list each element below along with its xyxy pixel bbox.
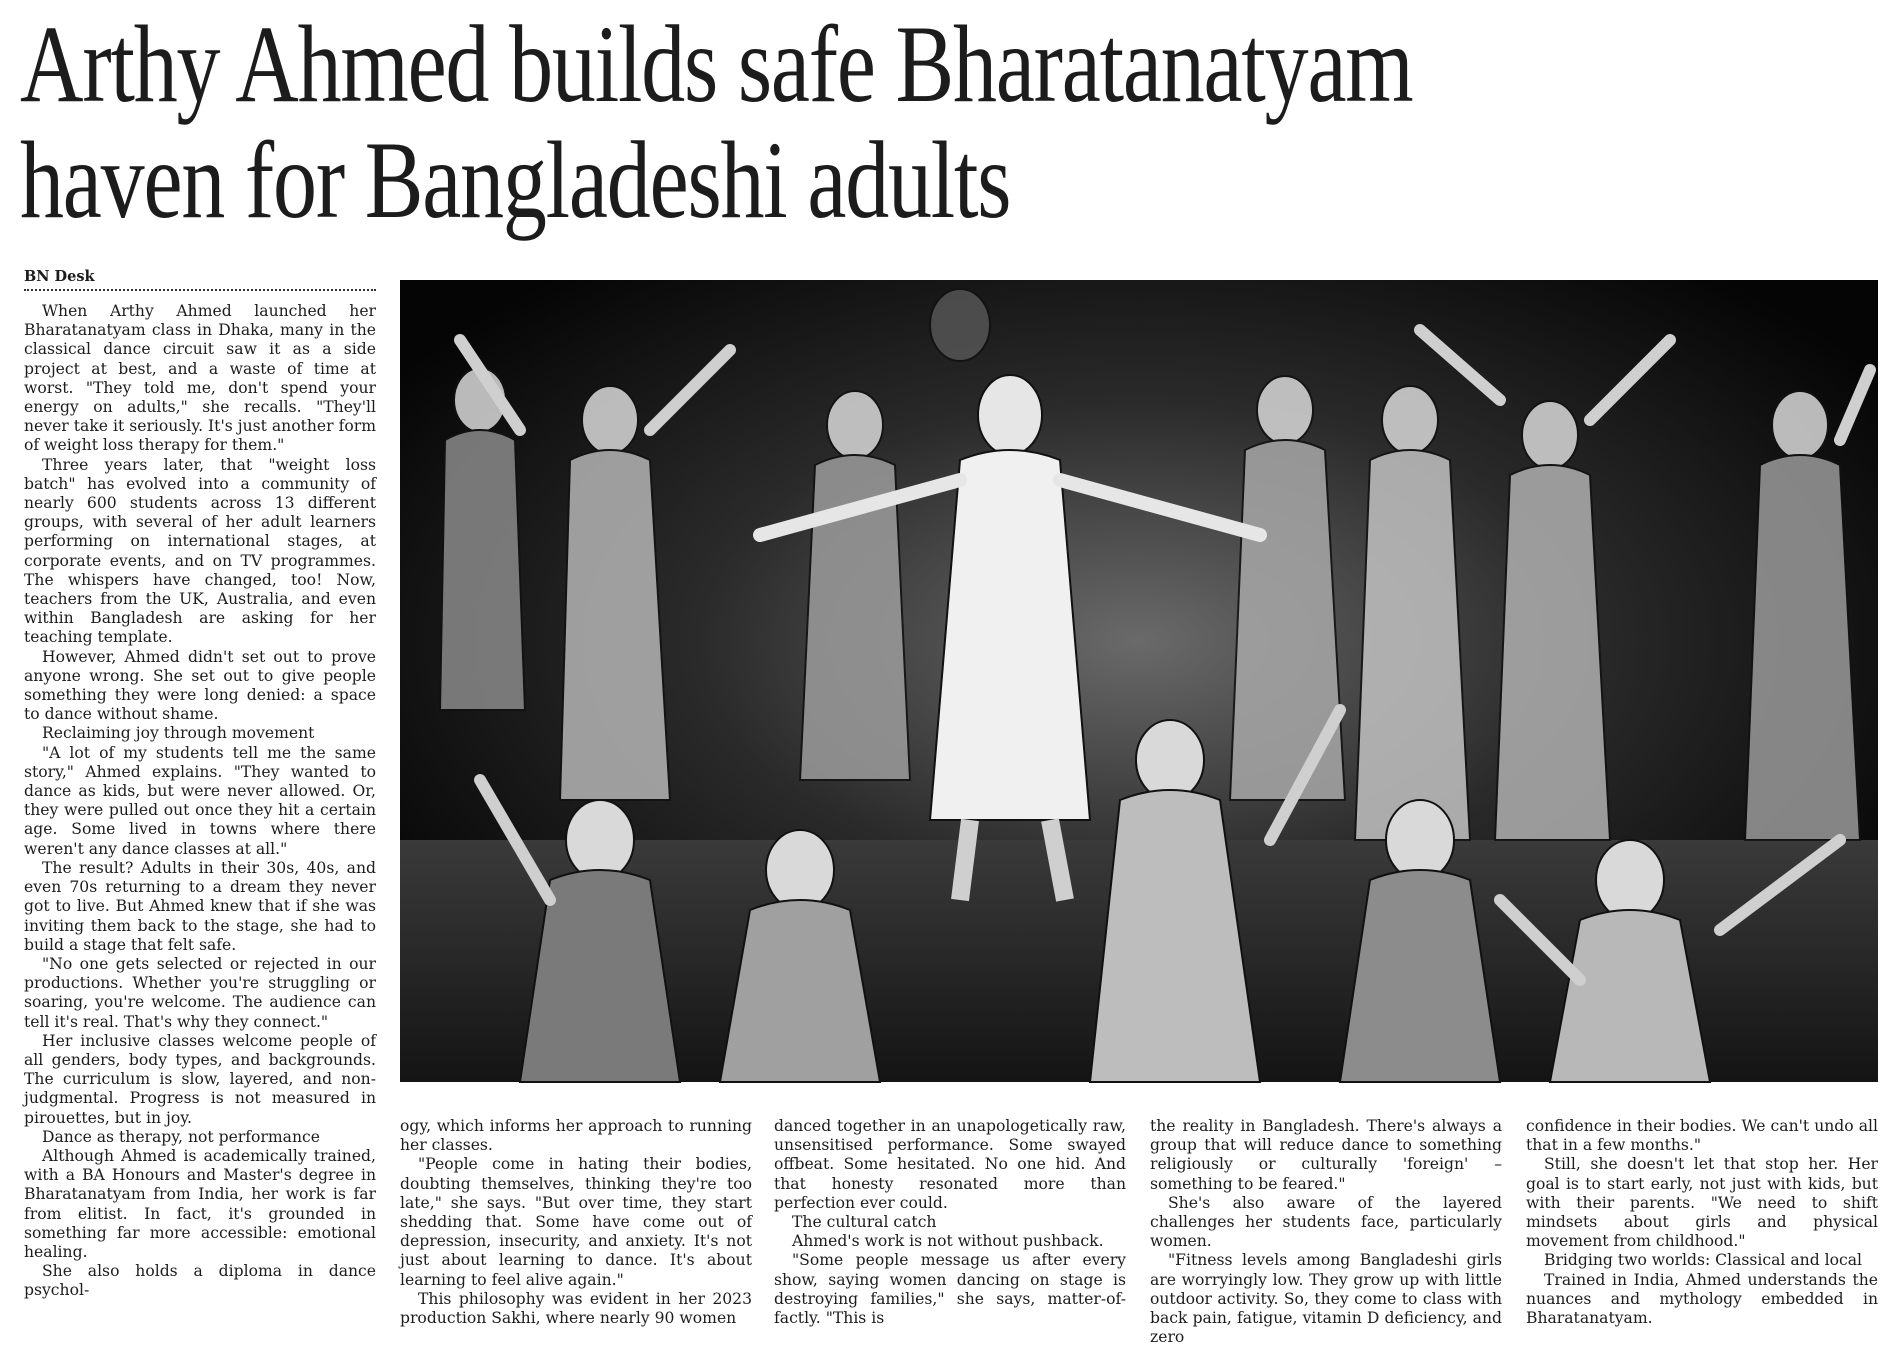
paragraph: The result? Adults in their 30s, 40s, and even 70s returning to a dream they never got to live. But Ahmed knew that if she was inviting them back to the stage, she had to build a stage that felt safe. [24, 858, 376, 954]
article-column-4 [1150, 1117, 1502, 1347]
article-column-5 [1526, 1117, 1878, 1329]
paragraph: ogy, which informs her approach to running her classes. [400, 1117, 752, 1155]
paragraph: "No one gets selected or rejected in our productions. Whether you're struggling or soaring, you're welcome. The audience can tell it's real. That's why they connect." [24, 954, 376, 1031]
paragraph: danced together in an unapologetically raw, unsensitised performance. Some swayed offbeat. Some hesitated. No one hid. And that honesty resonated more than perfection ever could. [774, 1117, 1126, 1212]
article-column-1 [24, 302, 376, 1328]
paragraph: the reality in Bangladesh. There's always a group that will reduce dance to something religiously or culturally 'foreign' – something to be feared." [1150, 1117, 1502, 1193]
photo-illustration [400, 280, 1878, 1082]
paragraph: Still, she doesn't let that stop her. Her goal is to start early, not just with kids, but with their parents. "We need to shift mindsets about girls and physical movement from childhood." [1526, 1155, 1878, 1251]
paragraph: Although Ahmed is academically trained, with a BA Honours and Master's degree in Bharatanatyam from India, her work is far from elitist. In fact, it's grounded in something far more accessible: emotional healing. [24, 1146, 376, 1261]
paragraph: Ahmed's work is not without pushback. [792, 1232, 1104, 1251]
paragraph: confidence in their bodies. We can't undo all that in a few months." [1526, 1117, 1878, 1155]
paragraph: When Arthy Ahmed launched her Bharatanatyam class in Dhaka, many in the classical dance circuit saw it as a side project at best, and a waste of time at worst. "They told me, don't spend your energy on adults," she recalls. "They'll never take it seriously. It's just another form of weight loss therapy for them." [24, 302, 376, 455]
dance-performance-photo [400, 280, 1878, 1082]
headline [20, 3, 1500, 241]
paragraph: Trained in India, Ahmed understands the nuances and mythology embedded in Bharatanatyam. [1526, 1270, 1878, 1328]
subheading: Dance as therapy, not performance [42, 1127, 320, 1146]
paragraph: This philosophy was evident in her 2023 production Sakhi, where nearly 90 women [400, 1289, 752, 1328]
article-column-2 [400, 1117, 752, 1329]
paragraph: However, Ahmed didn't set out to prove anyone wrong. She set out to give people something they were long denied: a space to dance without shame. [24, 647, 376, 724]
paragraph: Her inclusive classes welcome people of all genders, body types, and backgrounds. The curriculum is slow, layered, and non-judgmental. Progress is not measured in pirouettes, but in joy. [24, 1031, 376, 1127]
subheading: Reclaiming joy through movement [42, 724, 315, 743]
paragraph: "People come in hating their bodies, doubting themselves, thinking they're too late," she says. "But over time, they start shedding that. Some have come out of depression, insecurity, and anxiety. It's not just about learning to dance. It's about learning to feel alive again." [400, 1155, 752, 1289]
subheading: Bridging two worlds: Classical and local [1544, 1251, 1863, 1270]
paragraph: "Some people message us after every show, saying women dancing on stage is destroying families," she says, matter-of-factly. "This is [774, 1251, 1126, 1328]
paragraph: "Fitness levels among Bangladeshi girls are worryingly low. They grow up with little outdoor activity. So, they come to class with back pain, fatigue, vitamin D deficiency, and zero [1150, 1251, 1502, 1347]
headline-line-2: haven for Bangladeshi adults [20, 119, 1011, 241]
byline: BN Desk [24, 268, 376, 291]
article-column-3 [774, 1117, 1126, 1329]
paragraph: She also holds a diploma in dance psychol- [24, 1262, 376, 1300]
paragraph: She's also aware of the layered challenges her students face, particularly women. [1150, 1193, 1502, 1251]
subheading: The cultural catch [792, 1213, 937, 1232]
paragraph: "A lot of my students tell me the same story," Ahmed explains. "They wanted to dance as kids, but were never allowed. Or, they were pulled out once they hit a certain age. Some lived in towns where there weren't any dance classes at all." [24, 743, 376, 858]
paragraph: Three years later, that "weight loss batch" has evolved into a community of nearly 600 students across 13 different groups, with several of her adult learners performing on international stages, at corporate events, and on TV programmes. The whispers have changed, too! Now, teachers from the UK, Australia, and even within Bangladesh are asking for her teaching template. [24, 455, 376, 647]
headline-line-1: Arthy Ahmed builds safe Bharatanatyam [20, 3, 1413, 125]
